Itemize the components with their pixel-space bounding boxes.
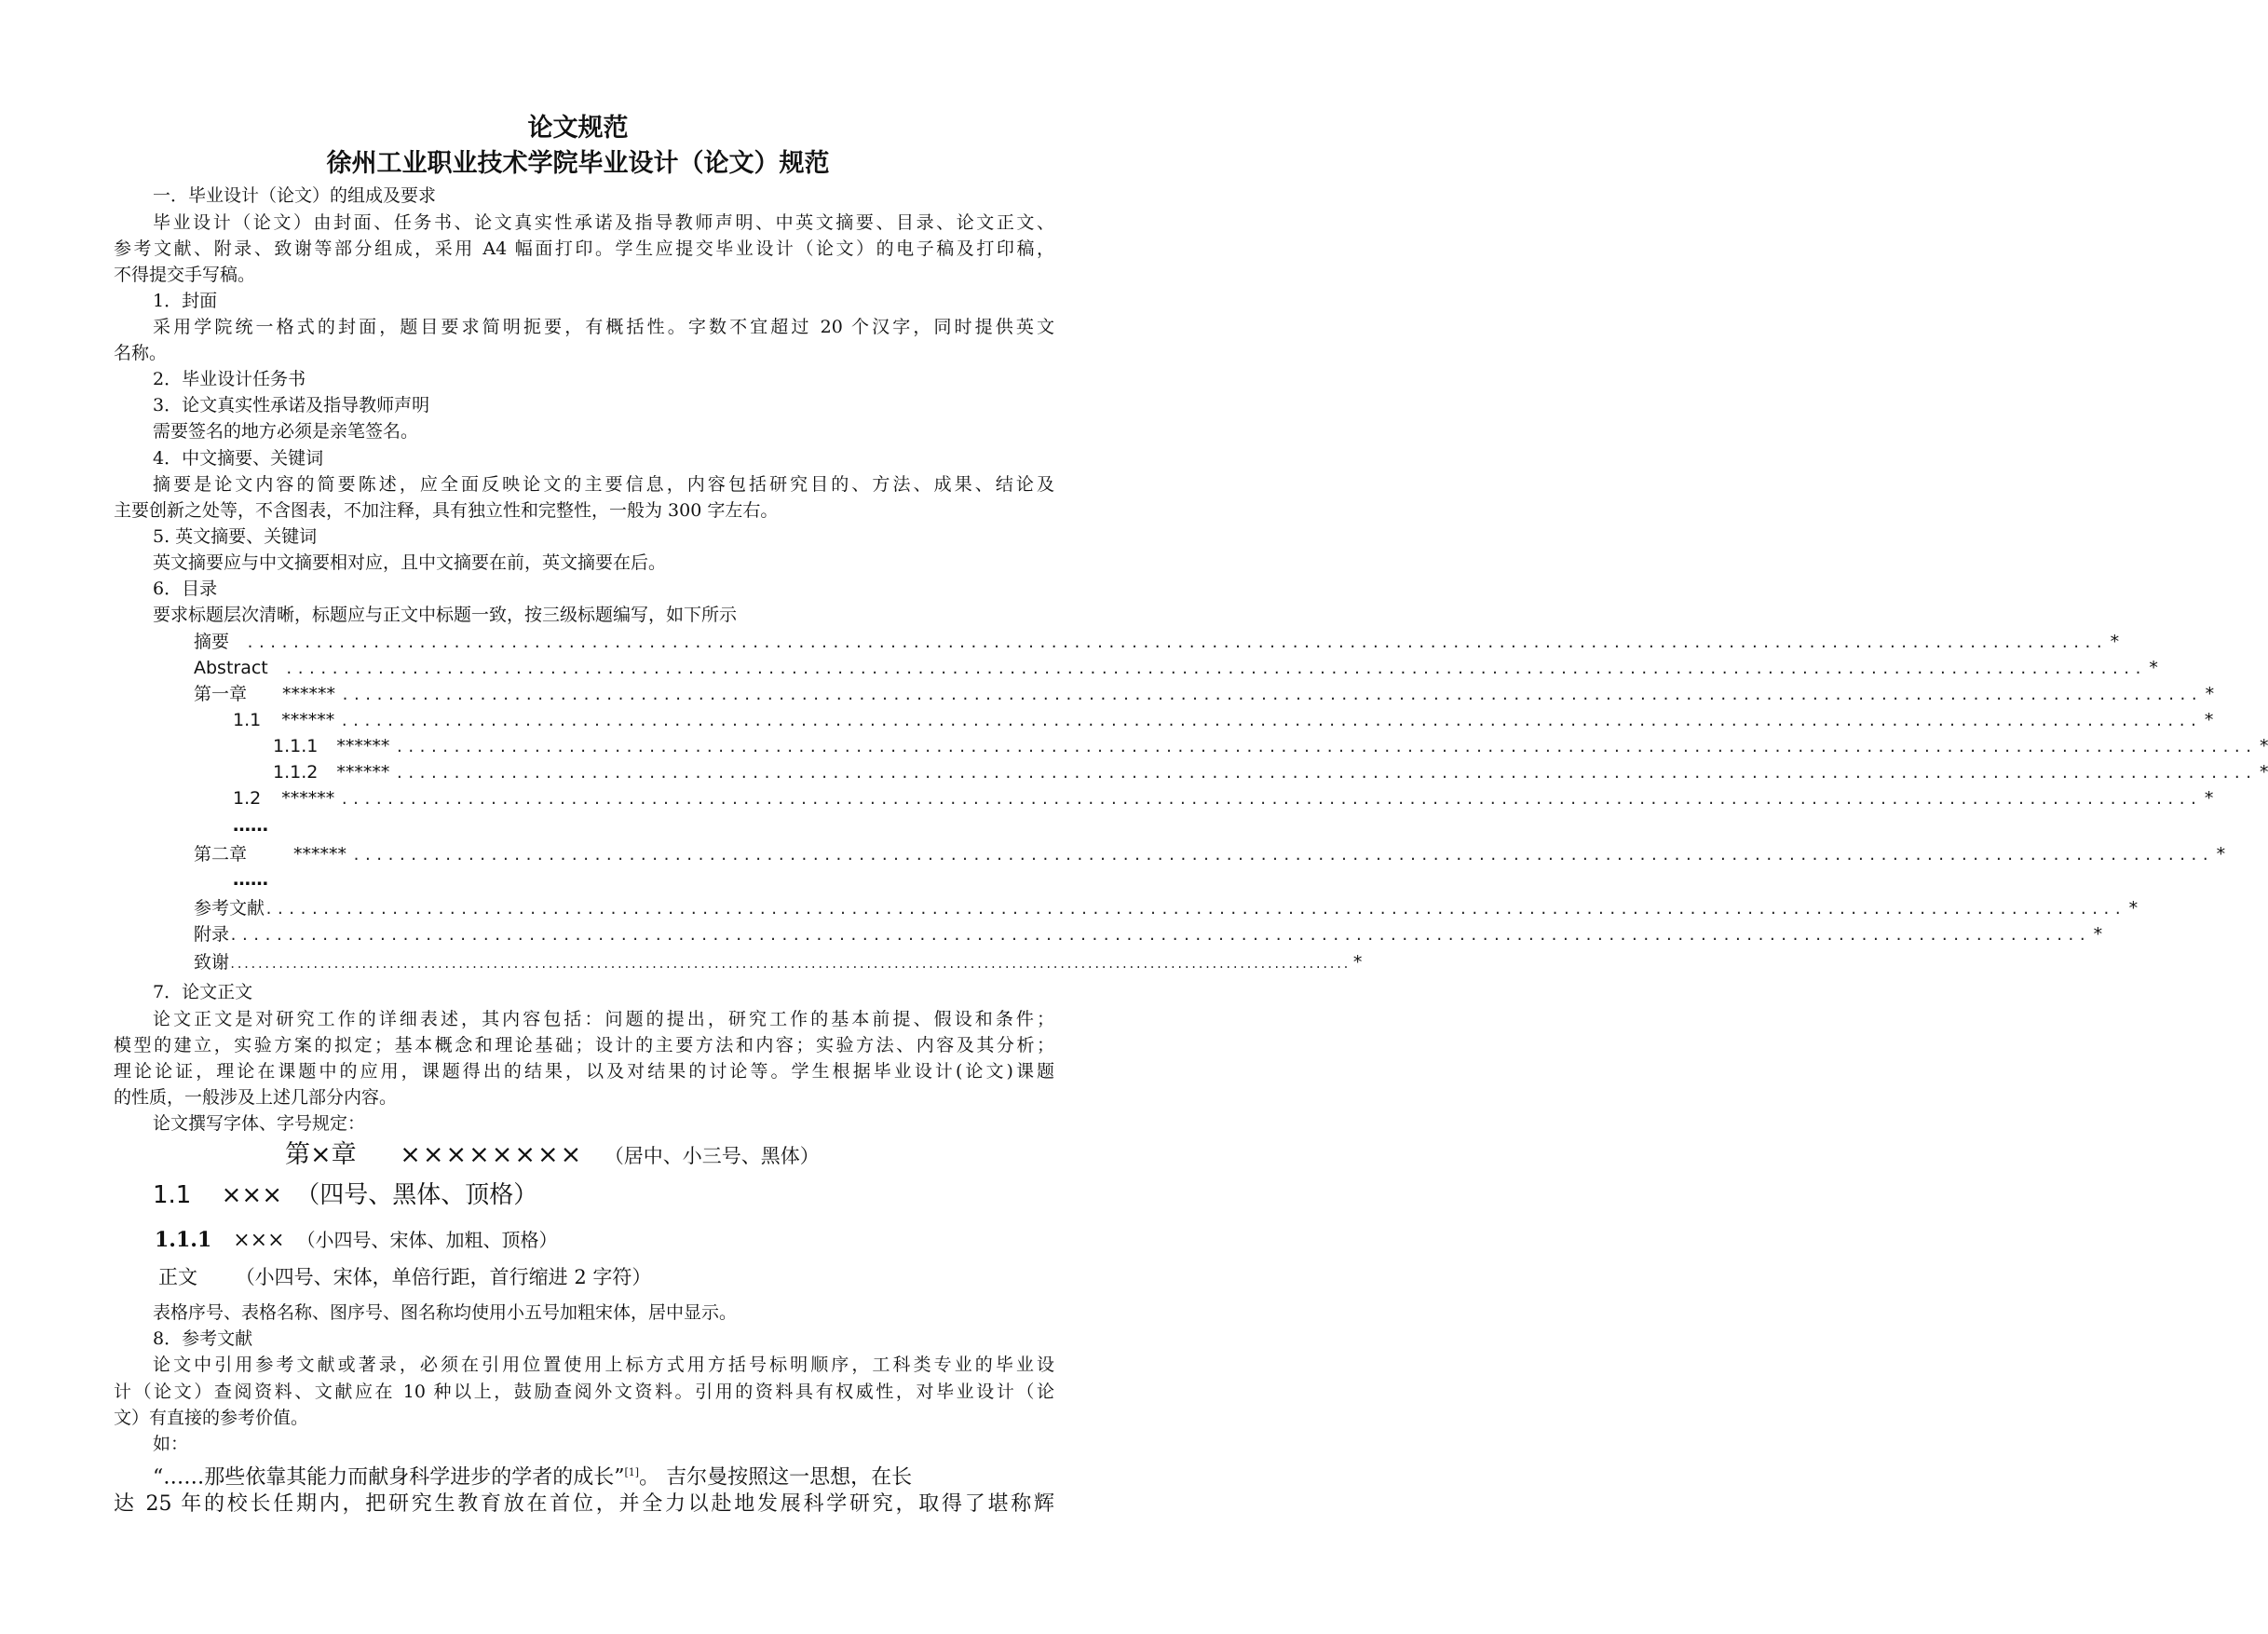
toc-row [233, 708, 2214, 732]
toc-label: 摘要 [194, 632, 230, 652]
toc-page: * [1352, 952, 1363, 973]
paragraph-line: 毕业设计（论文）由封面、任务书、论文真实性承诺及指导教师声明、中英文摘要、目录、论文正文、 [153, 212, 1054, 233]
paragraph-line: 文）有直接的参考价值。 [114, 1408, 309, 1428]
toc-page: * [2205, 684, 2215, 704]
toc-leader: .................................................................................................................................................................. [246, 634, 2107, 651]
toc-leader: .................................................................................................................................................................. [284, 660, 2146, 677]
paragraph-line: 不得提交手写稿。 [114, 265, 256, 285]
body-heading: 7．论文正文 [153, 982, 253, 1002]
paragraph-line: 摘要是论文内容的简要陈述，应全面反映论文的主要信息，内容包括研究目的、方法、成果、结论及 [153, 474, 1054, 495]
chapter-label: 第×章 [285, 1140, 357, 1169]
toc-label: 致谢 [194, 952, 230, 973]
chapter-placeholder: ×××××××× [400, 1140, 584, 1169]
paragraph-line: 英文摘要应与中文摘要相对应，且中文摘要在前，英文摘要在后。 [153, 552, 667, 573]
toc-page: * [2093, 924, 2103, 945]
subsection-number: 1.1.1 [155, 1228, 212, 1252]
paragraph-line: 名称。 [114, 343, 168, 363]
toc-row [194, 922, 2103, 946]
paragraph-line: 理论论证，理论在课题中的应用，课题得出的结果，以及对结果的讨论等。学生根据毕业设计(论文)课题 [114, 1061, 1054, 1082]
toc-leader: .................................................................................................................................................................. [229, 927, 2090, 944]
toc-number: 1.2 [233, 788, 262, 809]
toc-leader: .................................................................................................................................................................. [395, 765, 2256, 782]
toc-page: * [2259, 762, 2268, 783]
paragraph-line: 主要创新之处等，不含图表，不加注释，具有独立性和完整性，一般为 300 字左右。 [114, 500, 779, 521]
toc-stars: ****** [336, 762, 390, 783]
document-title: 徐州工业职业技术学院毕业设计（论文）规范 [326, 149, 830, 178]
paragraph-line: 论文正文是对研究工作的详细表述，其内容包括：问题的提出，研究工作的基本前提、假设和条件； [153, 1009, 1054, 1029]
subsection-example [155, 1226, 558, 1255]
abstract-en-heading: 5. 英文摘要、关键词 [153, 526, 318, 547]
paragraph-line: 论文撰写字体、字号规定： [153, 1113, 366, 1134]
toc-row [273, 760, 2268, 784]
paragraph-line: 论文中引用参考文献或著录，必须在引用位置使用上标方式用方括号标明顺序，工科类专业的毕业设 [153, 1355, 1054, 1375]
toc-row [194, 630, 2120, 654]
subsection-placeholder: ××× [233, 1229, 285, 1252]
paragraph-line: 达 25 年的校长任期内，把研究生教育放在首位，并全力以赴地发展科学研究，取得了堪称辉 [114, 1492, 1054, 1516]
toc-label: 第一章 [194, 684, 248, 704]
citation-superscript: [1] [624, 1466, 640, 1478]
toc-stars: ****** [293, 844, 347, 865]
paragraph-line: 如： [153, 1434, 189, 1454]
paragraph-line: 采用学院统一格式的封面，题目要求简明扼要，有概括性。字数不宜超过 20 个汉字，同时提供英文 [153, 317, 1054, 337]
toc-number: 1.1.2 [273, 762, 319, 783]
section-example [153, 1179, 537, 1211]
toc-page: * [2204, 788, 2214, 809]
toc-stars: ****** [281, 710, 335, 730]
toc-leader: .................................................................................................................................................................. [229, 958, 1350, 971]
task-heading: 2．毕业设计任务书 [153, 369, 306, 389]
toc-row [194, 950, 1363, 974]
cover-heading: 1．封面 [153, 291, 218, 311]
toc-row [194, 656, 2158, 680]
quote-line [153, 1459, 1054, 1491]
toc-page: * [2110, 632, 2120, 652]
toc-page: * [2204, 710, 2214, 730]
paragraph-line: 参考文献、附录、致谢等部分组成，采用 A4 幅面打印。学生应提交毕业设计（论文）的电子稿及打印稿， [114, 238, 1054, 259]
toc-leader: .................................................................................................................................................................. [352, 847, 2213, 864]
references-heading: 8．参考文献 [153, 1328, 253, 1349]
toc-label: 附录 [194, 924, 230, 945]
body-text-format-note: （小四号、宋体，单倍行距，首行缩进 2 字符） [235, 1266, 652, 1288]
toc-page: * [2128, 898, 2139, 919]
section-placeholder: ××× [221, 1181, 282, 1209]
paragraph-line: 的性质，一般涉及上述几部分内容。 [114, 1087, 398, 1108]
quote-text: “……那些依靠其能力而献身科学进步的学者的成长” [153, 1465, 625, 1490]
toc-leader: .................................................................................................................................................................. [340, 713, 2201, 729]
body-text-label: 正文 [158, 1266, 197, 1288]
toc-ellipsis: …… [233, 869, 268, 890]
paragraph-line: 模型的建立，实验方案的拟定；基本概念和理论基础；设计的主要方法和内容；实验方法、内容及其分析； [114, 1035, 1054, 1055]
toc-row [273, 734, 2268, 758]
toc-number: 1.1 [233, 710, 262, 730]
section-1-heading: 一．毕业设计（论文）的组成及要求 [153, 185, 437, 206]
toc-label: 第二章 [194, 844, 248, 865]
paragraph-line: 表格序号、表格名称、图序号、图名称均使用小五号加粗宋体，居中显示。 [153, 1302, 738, 1323]
paragraph-line: 要求标题层次清晰，标题应与正文中标题一致，按三级标题编写，如下所示 [153, 605, 738, 625]
section-format-note: （四号、黑体、顶格） [295, 1181, 538, 1209]
paragraph-line: 需要签名的地方必须是亲笔签名。 [153, 421, 419, 442]
toc-page: * [2216, 844, 2226, 865]
paragraph-line: 计（论文）查阅资料、文献应在 10 种以上，鼓励查阅外文资料。引用的资料具有权威性，对毕业设计（论 [114, 1382, 1054, 1402]
toc-stars: ****** [281, 788, 335, 809]
toc-leader: .................................................................................................................................................................. [340, 791, 2201, 808]
toc-stars: ****** [282, 684, 336, 704]
toc-number: 1.1.1 [273, 736, 319, 756]
section-number: 1.1 [153, 1181, 192, 1209]
toc-row [194, 682, 2215, 706]
toc-heading: 6．目录 [153, 579, 218, 599]
toc-label: 参考文献 [194, 898, 265, 919]
toc-row [194, 842, 2226, 866]
quote-continuation: 。 吉尔曼按照这一思想，在长 [639, 1465, 913, 1490]
chapter-example [285, 1138, 820, 1173]
subsection-format-note: （小四号、宋体、加粗、顶格） [296, 1229, 558, 1251]
body-text-example [158, 1263, 651, 1291]
page-title: 论文规范 [527, 114, 629, 143]
toc-page: * [2259, 736, 2268, 756]
toc-leader: .................................................................................................................................................................. [265, 901, 2125, 918]
toc-leader: .................................................................................................................................................................. [341, 687, 2202, 703]
toc-ellipsis: …… [233, 815, 268, 836]
chapter-format-note: （居中、小三号、黑体） [604, 1145, 820, 1167]
toc-page: * [2149, 658, 2158, 678]
toc-row [233, 786, 2214, 810]
abstract-cn-heading: 4．中文摘要、关键词 [153, 448, 324, 469]
toc-stars: ****** [336, 736, 390, 756]
toc-leader: .................................................................................................................................................................. [395, 739, 2256, 756]
toc-label: Abstract [194, 658, 268, 678]
promise-heading: 3．论文真实性承诺及指导教师声明 [153, 395, 430, 415]
toc-row [194, 896, 2139, 920]
